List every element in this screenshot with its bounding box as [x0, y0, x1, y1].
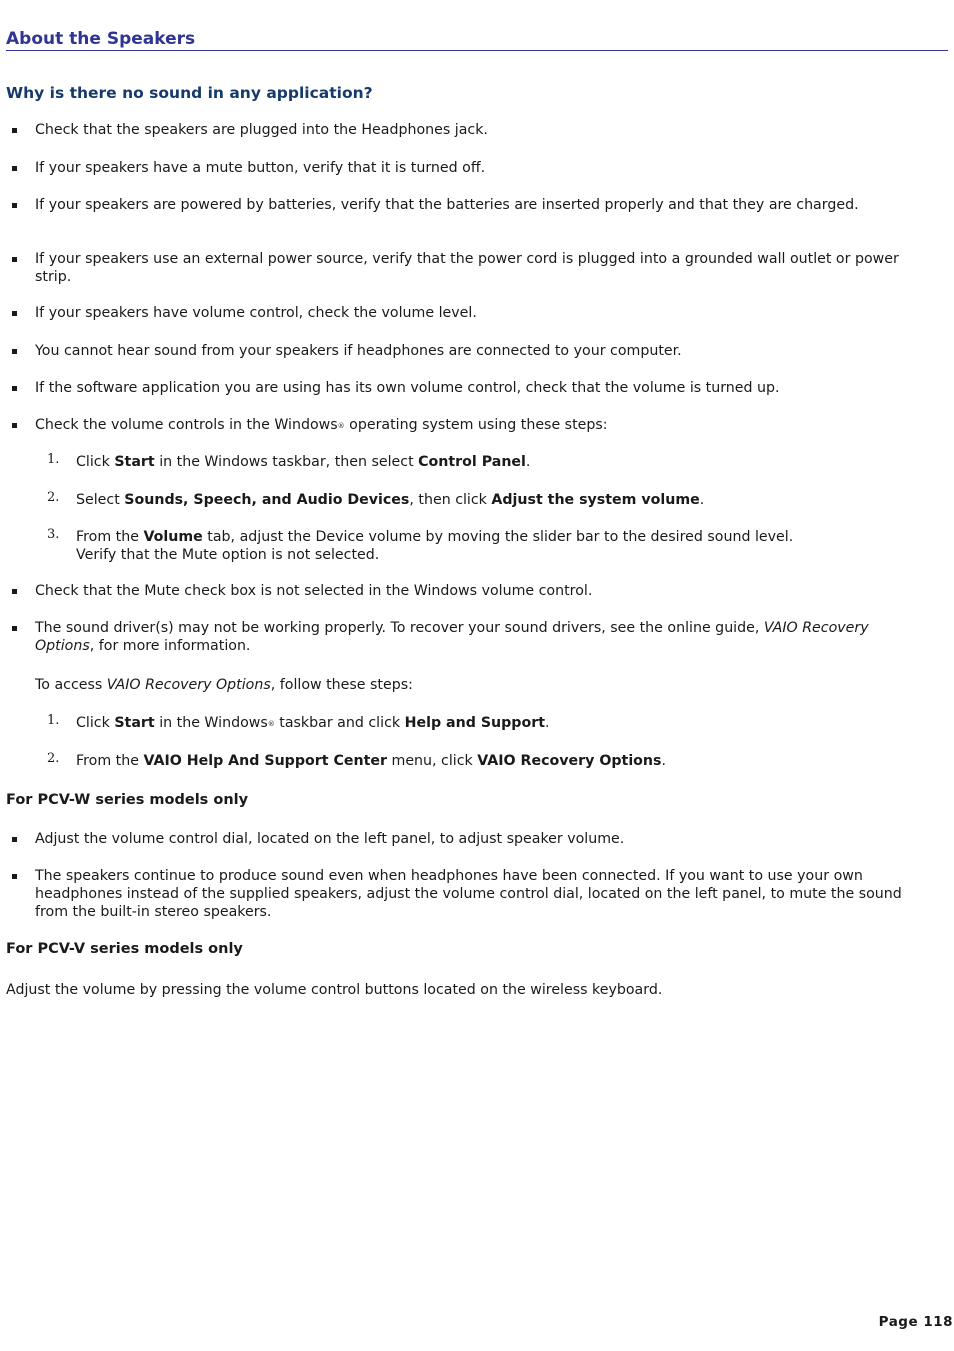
step-item: 2. From the VAIO Help And Support Center menu, click VAIO Recovery Options.: [47, 751, 666, 769]
page-title: About the Speakers: [6, 29, 948, 51]
step-number: 1.: [47, 713, 60, 728]
bullet-item: If your speakers use an external power source, verify that the power cord is plugged into a grounded wall outlet or power strip.: [6, 250, 925, 286]
bullet-item: If your speakers have volume control, check the volume level.: [6, 304, 925, 322]
bullet-item: The speakers continue to produce sound even when headphones have been connected. If you want to use your own headphones instead of the supplied speakers, adjust the volume control dial, located on the left panel, to mute the sound from the built-in stereo speakers.: [6, 867, 925, 921]
bullet-item: Check that the Mute check box is not selected in the Windows volume control.: [6, 582, 925, 600]
subsection-heading: For PCV-W series models only: [6, 792, 249, 808]
registered-mark: ®: [337, 422, 345, 430]
step-number: 1.: [47, 452, 60, 467]
bullet-item: You cannot hear sound from your speakers if headphones are connected to your computer.: [6, 342, 925, 360]
step-item: 1. Click Start in the Windows taskbar, then select Control Panel.: [47, 452, 531, 470]
bullet-item: If your speakers have a mute button, verify that it is turned off.: [6, 159, 925, 177]
step-number: 2.: [47, 751, 60, 766]
section-heading: Why is there no sound in any application?: [6, 84, 373, 102]
step-item: 1. Click Start in the Windows® taskbar and click Help and Support.: [47, 713, 550, 731]
paragraph: To access VAIO Recovery Options, follow these steps:: [35, 677, 413, 693]
bullet-item: The sound driver(s) may not be working properly. To recover your sound drivers, see the online guide, VAIO Recovery Options, for more information.: [6, 619, 925, 655]
step-item: 2. Select Sounds, Speech, and Audio Devices, then click Adjust the system volume.: [47, 490, 705, 508]
bullet-item: Check the volume controls in the Windows® operating system using these steps:: [6, 416, 925, 435]
paragraph: Adjust the volume by pressing the volume control buttons located on the wireless keyboard.: [6, 982, 663, 998]
bullet-item: If your speakers are powered by batteries, verify that the batteries are inserted properly and that they are charged.: [6, 196, 925, 214]
bullet-item: Check that the speakers are plugged into the Headphones jack.: [6, 121, 925, 139]
step-item: 3. From the Volume tab, adjust the Device volume by moving the slider bar to the desired sound level. Verify that the Mute option is not selected.: [47, 527, 794, 563]
page-number: Page 118: [878, 1314, 953, 1330]
registered-mark: ®: [267, 720, 275, 728]
bullet-item: Adjust the volume control dial, located on the left panel, to adjust speaker volume.: [6, 830, 925, 848]
step-number: 2.: [47, 490, 60, 505]
bullet-item: If the software application you are using has its own volume control, check that the volume is turned up.: [6, 379, 925, 397]
subsection-heading: For PCV-V series models only: [6, 941, 243, 957]
step-number: 3.: [47, 527, 60, 542]
